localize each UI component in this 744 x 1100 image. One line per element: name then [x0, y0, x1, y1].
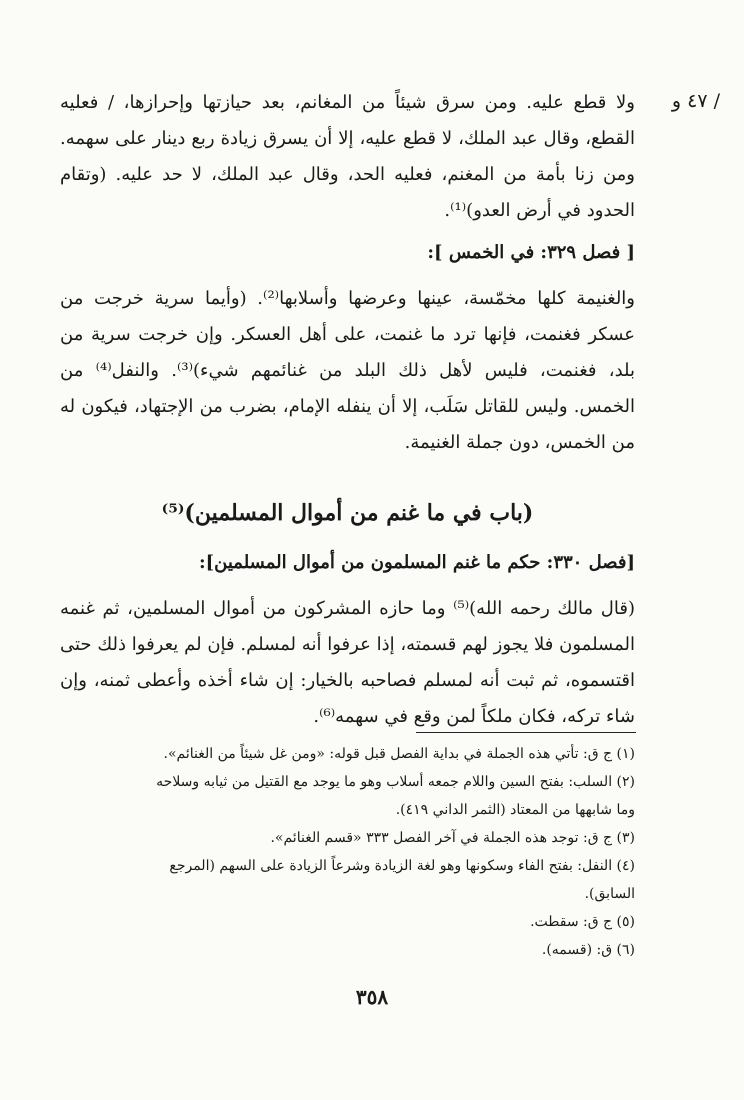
paragraph-1: ولا قطع عليه. ومن سرق شيئاً من المغانم، بعد حيازتها وإحرازها، / فعليه القطع، وقال عبد الملك، لا قطع عليه، إلا أن يسرق زيادة ربع دينار على سهمه. ومن زنا بأمة من المغنم، فعليه الحد، وقال عبد الملك، لا حد عليه. (وتقام الحدود في أرض العدو)⁽¹⁾. — [60, 92, 635, 221]
main-text — [60, 85, 635, 735]
footnote-divider — [416, 732, 636, 733]
footnotes — [60, 740, 635, 964]
footnote-4: (٤) النفل: بفتح الفاء وسكونها وهو لغة الزيادة وشرعاً الزيادة على السهم (المرجع — [169, 858, 635, 874]
paragraph-2: والغنيمة كلها مخمّسة، عينها وعرضها وأسلابها⁽²⁾. (وأيما سرية خرجت من عسكر فغنمت، فإنها ترد ما غنمت، على أهل العسكر. وإن خرجت سرية من بلد، فغنمت، فليس لأهل ذلك البلد من غنائمهم شيء)⁽³⁾. والنفل⁽⁴⁾ من الخمس. وليس للقاتل سَلَب، إلا أن ينفله الإمام، بضرب من الإجتهاد، فيكون له من الخمس، دون جملة الغنيمة. — [60, 288, 635, 453]
footnote-2-continued: وما شابهها من المعتاد (الثمر الداني ٤١٩). — [395, 802, 635, 818]
chapter-title: (باب في ما غنم من أموال المسلمين)⁽⁵⁾ — [161, 500, 534, 526]
section-heading-330: [فصل ٣٣٠: حكم ما غنم المسلمون من أموال المسلمين]: — [199, 552, 635, 573]
footnote-4-continued: السابق). — [584, 886, 635, 902]
footnote-2: (٢) السلب: بفتح السين واللام جمعه أسلاب وهو ما يوجد مع القتيل من ثيابه وسلاحه — [156, 774, 635, 790]
manuscript-folio-marker: / ٤٧ و — [671, 90, 720, 112]
footnote-5: (٥) ج ق: سقطت. — [530, 914, 635, 930]
footnote-3: (٣) ج ق: توجد هذه الجملة في آخر الفصل ٣٣٣ «قسم الغنائم». — [270, 830, 635, 846]
section-heading-329: [ فصل ٣٢٩: في الخمس ]: — [427, 242, 635, 263]
footnote-1: (١) ج ق: تأتي هذه الجملة في بداية الفصل قبل قوله: «ومن غل شيئاً من الغنائم». — [163, 746, 635, 762]
paragraph-3: (قال مالك رحمه الله)⁽⁵⁾ وما حازه المشركون من أموال المسلمين، ثم غنمه المسلمون فلا يجوز لهم قسمته، إذا عرفوا أنه لمسلم. فإن لم يعرفوا ذلك حتى اقتسموه، ثم ثبت أنه لمسلم فصاحبه بالخيار: إن شاء أخذه وأعطى ثمنه، وإن شاء تركه، فكان ملكاً لمن وقع في سهمه⁽⁶⁾. — [60, 598, 635, 727]
page-number: ٣٥٨ — [355, 985, 389, 1009]
footnote-6: (٦) ق: (قسمه). — [541, 942, 635, 958]
